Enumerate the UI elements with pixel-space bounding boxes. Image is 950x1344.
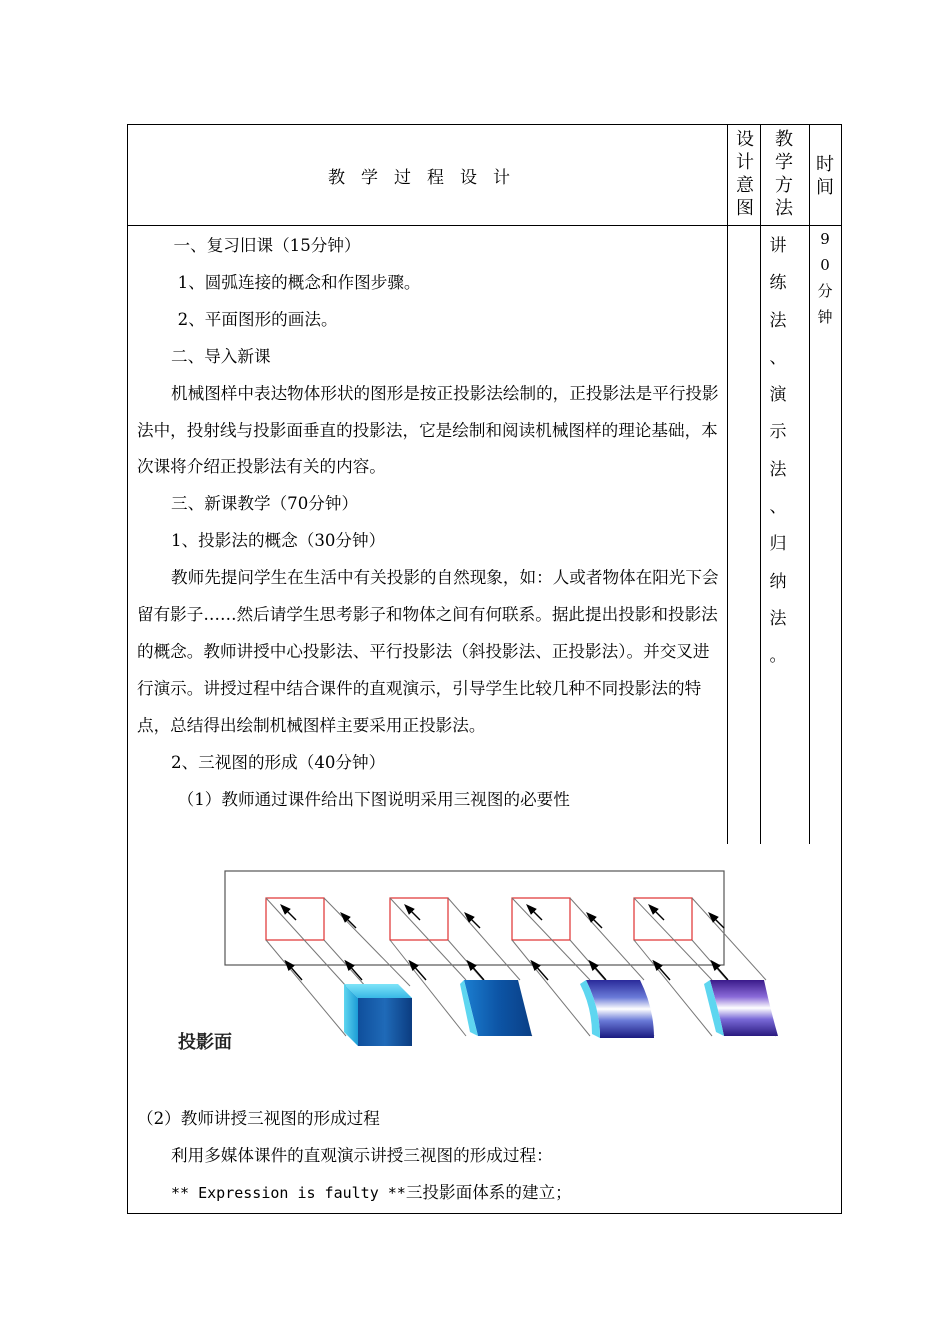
projection-group-3	[512, 898, 654, 1038]
projection-plane-label: 投影面	[178, 1032, 232, 1053]
paragraph: 一、复习旧课（15分钟）	[173, 236, 361, 255]
paragraph-suffix: 三投影面体系的建立；	[405, 1183, 572, 1202]
method-char: 、	[769, 497, 787, 518]
paragraph: 二、导入新课	[171, 346, 271, 366]
table-border-right	[841, 124, 842, 1214]
method-char: 演	[769, 385, 787, 406]
lesson-content	[137, 228, 721, 819]
header-char: 图	[736, 198, 754, 219]
header-char: 设	[736, 129, 754, 150]
col-divider-2	[760, 124, 761, 844]
time-column	[811, 226, 839, 330]
method-char: 讲	[769, 236, 787, 256]
paragraph: 2、三视图的形成（40分钟）	[171, 752, 386, 772]
header-char: 方	[775, 175, 793, 196]
time-char: 9	[820, 230, 830, 248]
paragraph: 2、平面图形的画法。	[177, 309, 338, 329]
projection-figure	[166, 868, 786, 1068]
paragraph: （1）教师通过课件给出下图说明采用三视图的必要性	[177, 789, 570, 809]
method-char: 练	[769, 273, 787, 294]
table-border-bottom	[127, 1213, 842, 1214]
paragraph: 利用多媒体课件的直观演示讲授三视图的形成过程：	[171, 1146, 553, 1165]
method-column	[763, 228, 793, 676]
method-char: 归	[769, 534, 787, 555]
header-char: 意	[736, 175, 754, 196]
header-char: 时	[816, 154, 834, 175]
col-divider-3	[809, 124, 810, 844]
projection-group-4	[634, 898, 778, 1036]
paragraph	[137, 1174, 837, 1212]
paragraph: 机械图样中表达物体形状的图形是按正投影法绘制的，正投影法是平行投影法中，投射线与投影面垂直的投影法，它是绘制和阅读机械图样的理论基础，本次课将介绍正投影法有关的内容。	[137, 383, 719, 477]
header-char: 法	[775, 198, 793, 219]
method-char: 纳	[769, 571, 787, 592]
header-char: 学	[775, 152, 793, 173]
time-char: 0	[820, 256, 830, 274]
header-char: 教	[775, 129, 793, 150]
header-divider	[127, 225, 842, 226]
projection-diagram	[166, 868, 786, 1068]
header-intent	[728, 128, 762, 220]
header-char: 计	[736, 152, 754, 173]
header-time	[808, 153, 842, 199]
paragraph: 三、新课教学（70分钟）	[171, 494, 359, 514]
cube-front	[358, 998, 412, 1046]
method-char: 法	[769, 459, 787, 480]
header-char: 间	[816, 177, 834, 198]
header-method	[767, 128, 801, 220]
bottom-content	[137, 1100, 837, 1212]
col-divider-1	[727, 124, 728, 844]
method-char: 、	[769, 347, 787, 368]
page-title: 教学过程设计	[328, 167, 526, 188]
method-char: 示	[769, 422, 787, 443]
method-char: 。	[769, 646, 787, 667]
paragraph: 1、圆弧连接的概念和作图步骤。	[177, 272, 421, 292]
time-char: 钟	[817, 308, 833, 326]
paragraph: 教师先提问学生在生活中有关投影的自然现象，如：人或者物体在阳光下会留有影子……然后请学生思考影子和物体之间有何联系。据此提出投影和投影法的概念。教师讲授中心投影法、平行投影法（斜投影法、正投影法）。并交叉进行演示。讲授过程中结合课件的直观演示，引导学生比较几种不同投影法的特点，总结得出绘制机械图样主要采用正投影法。	[137, 568, 719, 735]
projection-plane	[225, 871, 724, 965]
method-char: 法	[769, 608, 787, 629]
error-text: ** Expression is faulty **	[171, 1184, 406, 1202]
time-char: 分	[817, 282, 833, 300]
paragraph: （2）教师讲授三视图的形成过程	[137, 1109, 380, 1128]
paragraph: 1、投影法的概念（30分钟）	[171, 531, 386, 551]
method-char: 法	[769, 310, 787, 331]
table-border-left	[127, 124, 128, 1214]
